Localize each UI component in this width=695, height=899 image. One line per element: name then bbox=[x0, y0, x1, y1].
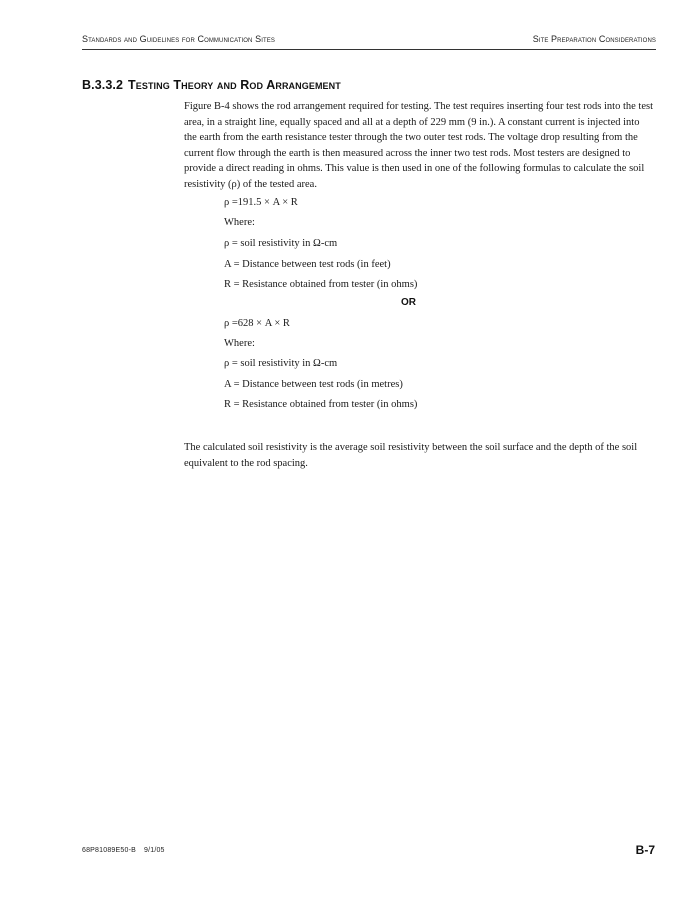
header-rule bbox=[82, 49, 656, 50]
formula-imperial-where: Where: bbox=[224, 217, 255, 228]
closing-paragraph: The calculated soil resistivity is the average soil resistivity between the soil surface and the depth of the soil equivalent to the rod spacing. bbox=[184, 442, 638, 469]
intro-paragraph: Figure B-4 shows the rod arrangement required for testing. The test requires inserting four test rods into the test area, in a straight line, equally spaced and all at a depth of 229 mm (9 in.). A constant current is injected into the earth from the earth resistance tester through the two outer test rods. The voltage drop resulting from the current flow through the earth is then measured across the inner two test rods. Most testers are designed to provide a direct reading in ohms. This value is then used in one of the following formulas to calculate the soil resistivity (ρ) of the tested area. bbox=[184, 101, 653, 190]
formula-metric-a-definition: A = Distance between test rods (in metres) bbox=[224, 379, 403, 390]
formula-metric-equation: ρ =628 × A × R bbox=[224, 318, 290, 329]
or-separator: OR bbox=[401, 297, 416, 308]
running-header bbox=[82, 36, 656, 48]
footer-document-info bbox=[82, 847, 165, 854]
formula-metric-rho-definition: ρ = soil resistivity in Ω-cm bbox=[224, 358, 338, 369]
formula-metric-r-definition: R = Resistance obtained from tester (in ohms) bbox=[224, 399, 418, 410]
formula-metric-where: Where: bbox=[224, 338, 255, 349]
formula-imperial-a-definition: A = Distance between test rods (in feet) bbox=[224, 259, 391, 270]
footer-date: 9/1/05 bbox=[143, 847, 165, 854]
section-title: Testing Theory and Rod Arrangement bbox=[128, 78, 341, 92]
header-document-title: Standards and Guidelines for Communication Sites bbox=[82, 34, 275, 44]
header-chapter-title: Site Preparation Considerations bbox=[532, 34, 656, 44]
formula-imperial-r-definition: R = Resistance obtained from tester (in ohms) bbox=[224, 279, 418, 290]
section-heading bbox=[82, 78, 341, 92]
formula-imperial-rho-definition: ρ = soil resistivity in Ω-cm bbox=[224, 238, 338, 249]
page-number: B-7 bbox=[635, 843, 655, 857]
formula-imperial-equation: ρ =191.5 × A × R bbox=[224, 197, 298, 208]
footer-doc-number: 68P81089E50-B bbox=[82, 847, 136, 854]
section-number: B.3.3.2 bbox=[82, 78, 124, 92]
